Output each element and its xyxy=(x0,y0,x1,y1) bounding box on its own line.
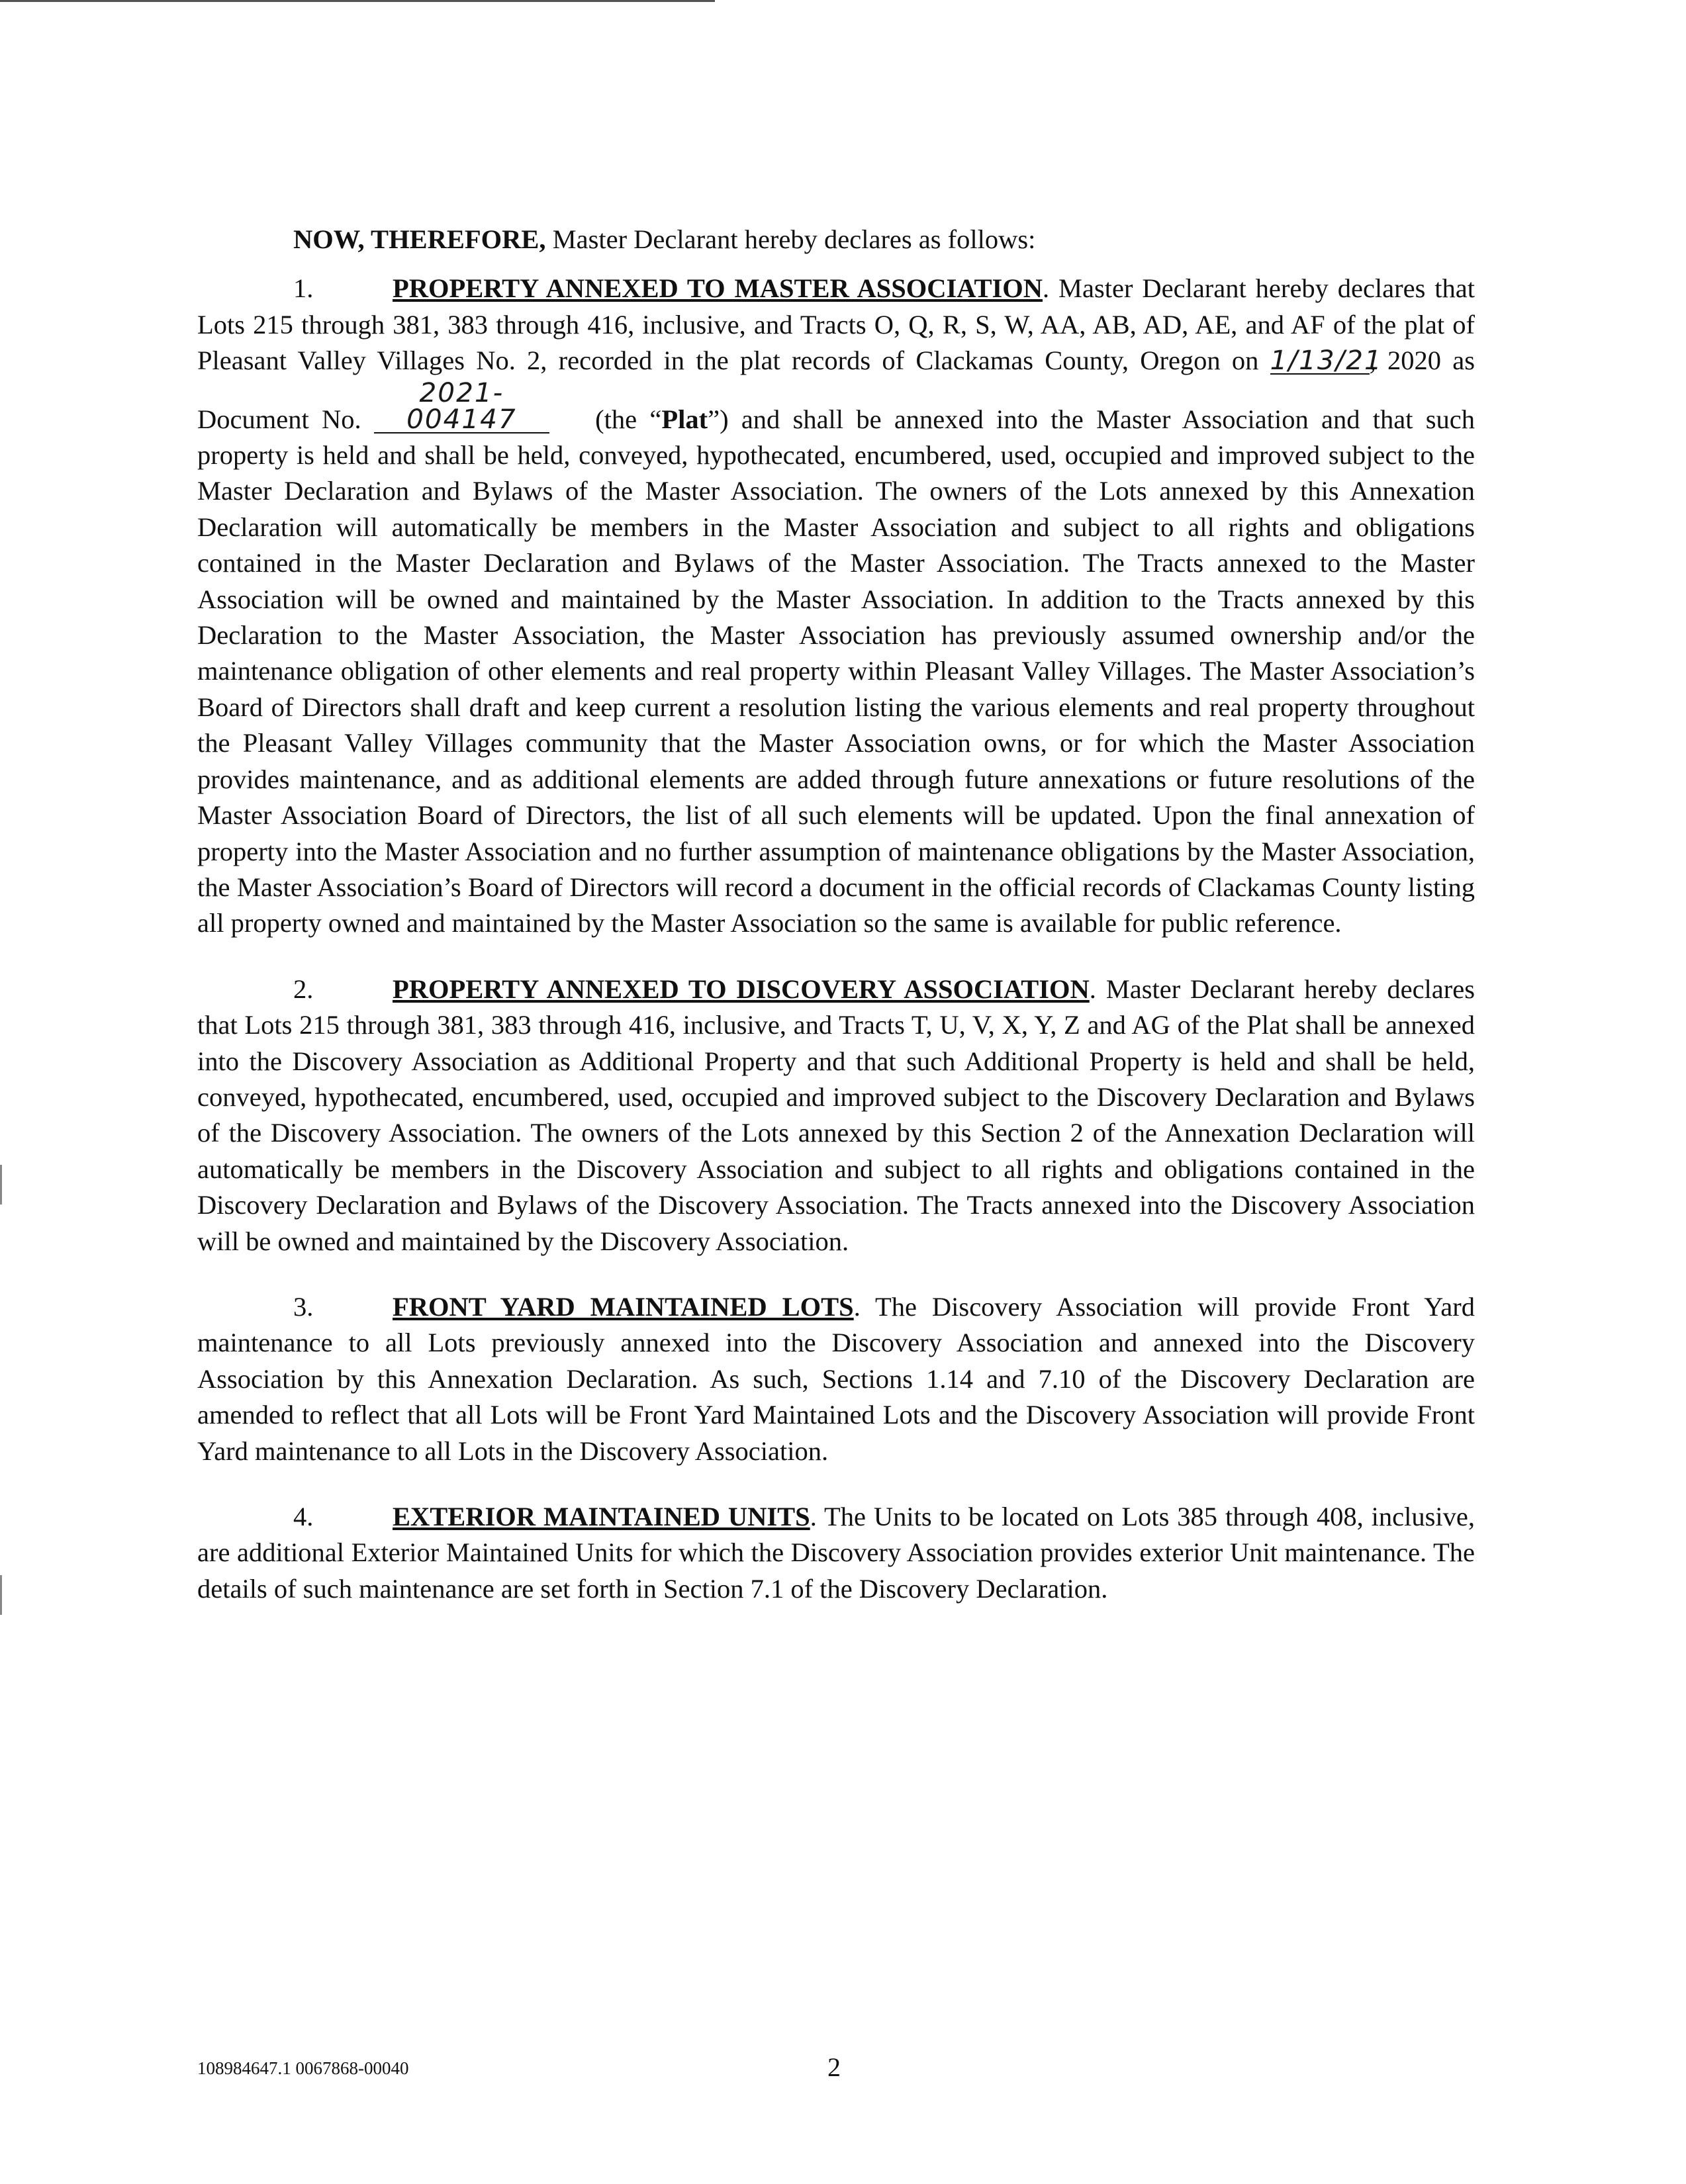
footer-document-id: 108984647.1 0067868-00040 xyxy=(197,2058,409,2078)
section-text: . Master Declarant hereby declares that Lots 215 through 381, 383 through 416, inclusive, and Tracts T, U, V, X, Y, Z and AG of the Plat shall be annexed into the Discovery Association as Additional Property and that such Additional Property is held and shall be held, conveyed, hypothecated, encumbered, used, occupied and improved subject to the Discovery Declaration and Bylaws of the Discovery Association. The owners of the Lots annexed by this Section 2 of the Annexation Declaration will automatically be members in the Discovery Association and subject to all rights and obligations contained in the Discovery Declaration and Bylaws of the Discovery Association. The Tracts annexed into the Discovery Association will be owned and maintained by the Discovery Association. xyxy=(197,974,1475,1256)
section-1 xyxy=(197,271,1475,941)
defined-term-plat: Plat xyxy=(661,404,708,434)
section-text: . The Discovery Association will provide Front Yard maintenance to all Lots previously annexed into the Discovery Association and annexed into the Discovery Association by this Annexation Declaration. As such, Sections 1.14 and 7.10 of the Discovery Declaration are amended to reflect that all Lots will be Front Yard Maintained Lots and the Discovery Association will provide Front Yard maintenance to all Lots in the Discovery Association. xyxy=(197,1291,1475,1466)
section-3 xyxy=(197,1289,1475,1469)
section-text: , 2020 as Document No. xyxy=(197,345,1475,434)
handwritten-recording-date: 1/13/21 xyxy=(1270,344,1383,377)
intro-lead: NOW, THEREFORE, xyxy=(293,224,546,254)
section-2 xyxy=(197,972,1475,1259)
handwritten-document-number: 2021-004147 xyxy=(374,379,549,433)
page-number: 2 xyxy=(827,2052,841,2082)
section-4 xyxy=(197,1499,1475,1607)
section-number: 2. xyxy=(293,974,314,1004)
scan-top-edge xyxy=(0,0,715,2)
section-heading: EXTERIOR MAINTAINED UNITS xyxy=(393,1502,810,1531)
document-body xyxy=(197,222,1475,1607)
section-text: . The Units to be located on Lots 385 through 408, inclusive, are additional Exterior Maintained Units for which the Discovery Association provides exterior Unit maintenance. The details of such maintenance are set forth in Section 7.1 of the Discovery Declaration. xyxy=(197,1502,1475,1604)
scan-margin-mark xyxy=(0,1165,2,1205)
section-text: ”) and shall be annexed into the Master Association and that such property is held and shall be held, conveyed, hypothecated, encumbered, used, occupied and improved subject to the Master Declaration and Bylaws of the Master Association. The owners of the Lots annexed by this Annexation Declaration will automatically be members in the Master Association and subject to all rights and obligations contained in the Master Declaration and Bylaws of the Master Association. The Tracts annexed to the Master Association will be owned and maintained by the Master Association. In addition to the Tracts annexed by this Declaration to the Master Association, the Master Association has previously assumed ownership and/or the maintenance obligation of other elements and real property within Pleasant Valley Villages. The Master Association’s Board of Directors shall draft and keep current a resolution listing the various elements and real property throughout the Pleasant Valley Villages community that the Master Association owns, or for which the Master Association provides maintenance, and as additional elements are added through future annexations or future resolutions of the Master Association Board of Directors, the list of all such elements will be updated. Upon the final annexation of property into the Master Association and no further assumption of maintenance obligations by the Master Association, the Master Association’s Board of Directors will record a document in the official records of Clackamas County listing all property owned and maintained by the Master Association so the same is available for public reference. xyxy=(197,404,1475,938)
section-number: 3. xyxy=(293,1291,314,1322)
section-heading: FRONT YARD MAINTAINED LOTS xyxy=(393,1291,854,1322)
intro-paragraph xyxy=(197,222,1475,257)
section-number: 4. xyxy=(293,1502,314,1531)
section-text: (the “ xyxy=(582,404,662,434)
section-text: . Master Declarant hereby declares that Lots 215 through 381, 383 through 416, inclusive, and Tracts O, Q, R, S, W, AA, AB, AD, AE, and AF of the plat of Pleasant Valley Villages No. 2, recorded in the plat records of Clackamas County, Oregon on xyxy=(197,273,1475,376)
section-heading: PROPERTY ANNEXED TO MASTER ASSOCIATION xyxy=(393,273,1043,304)
section-number: 1. xyxy=(293,273,314,304)
section-heading: PROPERTY ANNEXED TO DISCOVERY ASSOCIATION xyxy=(393,974,1090,1004)
intro-text: Master Declarant hereby declares as follows: xyxy=(545,224,1036,254)
scan-margin-mark xyxy=(0,1575,2,1615)
